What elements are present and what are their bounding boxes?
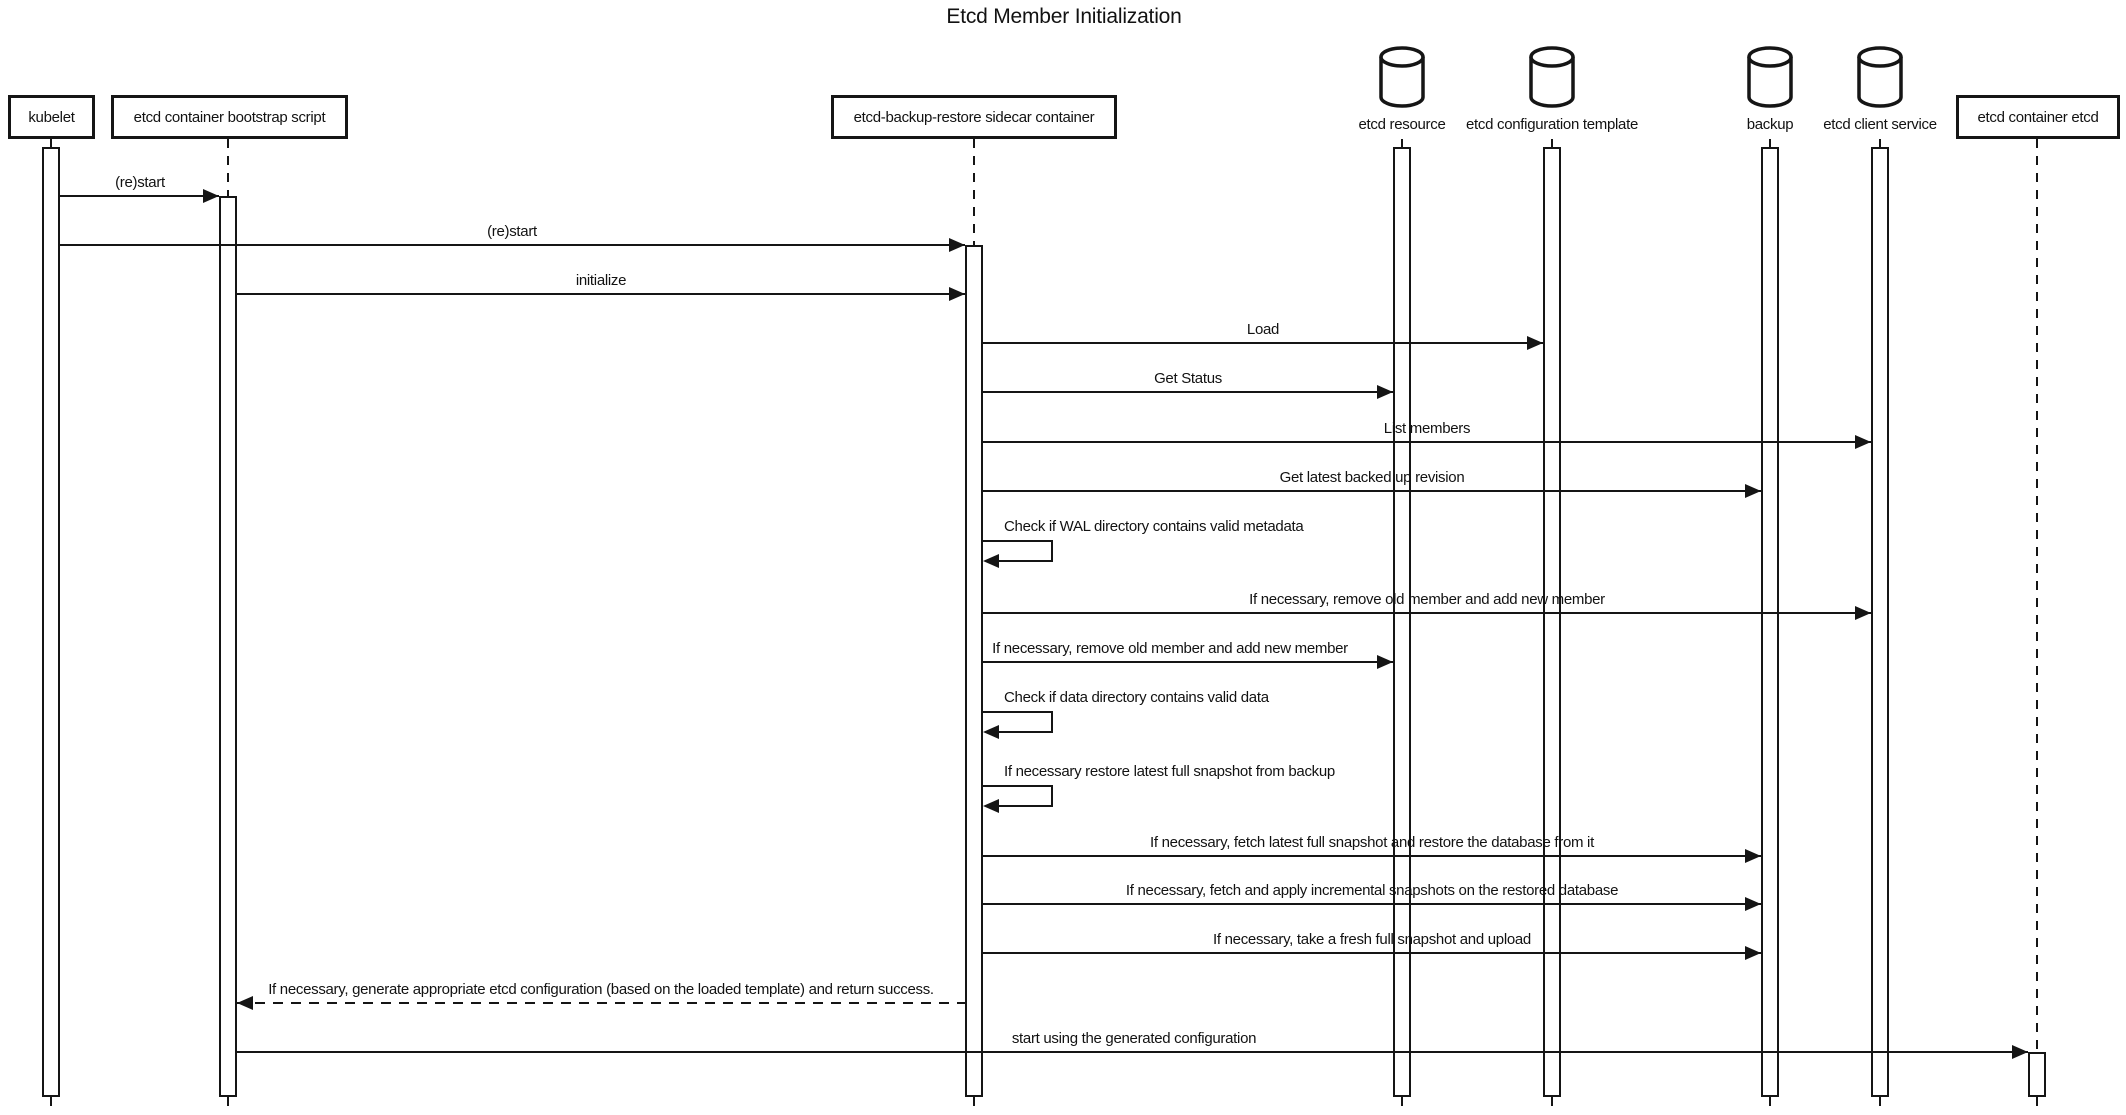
activation-bar-etcd-resource (1393, 147, 1411, 1097)
message-line-11-top (983, 711, 1053, 713)
message-label-1: (re)start (115, 174, 165, 191)
lifeline-etcd-resource-bottom (1401, 1097, 1403, 1113)
message-label-7: Get latest backed up revision (1279, 469, 1465, 486)
message-line-2 (60, 244, 965, 246)
message-label-11: Check if data directory contains valid data (1004, 689, 1269, 706)
message-label-2: (re)start (487, 223, 537, 240)
lifeline-bootstrap-script (227, 139, 229, 196)
lifeline-etcd-container (2036, 139, 2038, 1053)
message-line-15 (983, 952, 1761, 954)
activation-bar-client-service (1871, 147, 1889, 1097)
message-label-13: If necessary, fetch latest full snapshot and restore the database from it (1150, 834, 1594, 851)
message-label-9: If necessary, remove old member and add new member (1249, 591, 1605, 608)
message-line-8-top (983, 540, 1053, 542)
lifeline-etcd-container-bottom (2036, 1097, 2038, 1113)
participant-sidecar (831, 95, 1117, 139)
participant-bootstrap-script-label: etcd container bootstrap script (133, 108, 326, 126)
message-label-12: If necessary restore latest full snapshot from backup (1004, 763, 1335, 780)
participant-bootstrap-script (111, 95, 348, 139)
arrowhead-right-icon (1377, 655, 1393, 669)
message-line-11-side (1051, 711, 1053, 733)
message-line-5 (983, 391, 1393, 393)
message-line-7 (983, 490, 1761, 492)
lifeline-config-template-bottom (1551, 1097, 1553, 1113)
lifeline-sidecar-bottom (973, 1097, 975, 1113)
message-label-3: initialize (575, 272, 627, 289)
database-cylinder-icon (1747, 46, 1793, 108)
arrowhead-right-icon (2012, 1045, 2028, 1059)
message-line-9 (983, 612, 1871, 614)
participant-kubelet-label: kubelet (28, 108, 75, 126)
message-label-10: If necessary, remove old member and add new member (992, 640, 1348, 657)
message-label-5: Get Status (1154, 370, 1222, 387)
participant-sidecar-label: etcd-backup-restore sidecar container (853, 108, 1095, 126)
arrowhead-right-icon (1745, 897, 1761, 911)
participant-client-service-label: etcd client service (1823, 116, 1937, 133)
database-cylinder-icon (1857, 46, 1903, 108)
activation-bar-kubelet (42, 147, 60, 1097)
arrowhead-left-icon (983, 725, 999, 739)
message-label-14: If necessary, fetch and apply incremental snapshots on the restored database (1125, 882, 1619, 899)
lifeline-kubelet-bottom (50, 1097, 52, 1113)
participant-etcd-resource-label: etcd resource (1358, 116, 1446, 133)
message-label-15: If necessary, take a fresh full snapshot and upload (1213, 931, 1531, 948)
lifeline-backup-bottom (1769, 1097, 1771, 1113)
message-label-17: start using the generated configuration (1011, 1030, 1257, 1047)
arrowhead-left-icon (983, 799, 999, 813)
arrowhead-right-icon (1855, 606, 1871, 620)
message-line-12-side (1051, 785, 1053, 807)
activation-bar-etcd-container (2028, 1052, 2046, 1097)
message-line-12-bottom (999, 805, 1053, 807)
message-line-1 (60, 195, 219, 197)
lifeline-backup-stub (1769, 139, 1771, 147)
arrowhead-right-icon (203, 189, 219, 203)
participant-backup-label: backup (1746, 116, 1794, 133)
lifeline-etcd-resource-stub (1401, 139, 1403, 147)
arrowhead-right-icon (949, 287, 965, 301)
lifeline-client-service-bottom (1879, 1097, 1881, 1113)
message-line-12-top (983, 785, 1053, 787)
arrowhead-left-icon (237, 996, 253, 1010)
lifeline-kubelet-stub (50, 139, 52, 147)
message-line-3 (237, 293, 965, 295)
message-line-13 (983, 855, 1761, 857)
arrowhead-right-icon (1745, 946, 1761, 960)
message-label-16: If necessary, generate appropriate etcd configuration (based on the loaded template) and return success. (268, 981, 934, 998)
activation-bar-bootstrap-script (219, 196, 237, 1097)
message-line-10 (983, 661, 1393, 663)
message-label-8: Check if WAL directory contains valid metadata (1004, 518, 1304, 535)
arrowhead-right-icon (1377, 385, 1393, 399)
activation-bar-sidecar (965, 245, 983, 1097)
message-line-17 (237, 1051, 2028, 1053)
message-line-8-bottom (999, 560, 1053, 562)
arrowhead-right-icon (1527, 336, 1543, 350)
arrowhead-right-icon (1855, 435, 1871, 449)
arrowhead-right-icon (949, 238, 965, 252)
database-cylinder-icon (1379, 46, 1425, 108)
lifeline-bootstrap-script-bottom (227, 1097, 229, 1113)
message-line-11-bottom (999, 731, 1053, 733)
message-line-8-side (1051, 540, 1053, 562)
lifeline-sidecar (973, 139, 975, 245)
arrowhead-left-icon (983, 554, 999, 568)
message-label-6: List members (1383, 420, 1471, 437)
database-cylinder-icon (1529, 46, 1575, 108)
activation-bar-backup (1761, 147, 1779, 1097)
participant-etcd-container-label: etcd container etcd (1977, 108, 2099, 126)
lifeline-client-service-stub (1879, 139, 1881, 147)
activation-bar-config-template (1543, 147, 1561, 1097)
diagram-title: Etcd Member Initialization (946, 5, 1182, 28)
message-label-4: Load (1246, 321, 1280, 338)
participant-etcd-container (1956, 95, 2120, 139)
arrowhead-right-icon (1745, 484, 1761, 498)
participant-kubelet (8, 95, 95, 139)
lifeline-config-template-stub (1551, 139, 1553, 147)
message-line-6 (983, 441, 1871, 443)
message-line-14 (983, 903, 1761, 905)
message-line-16 (237, 1002, 965, 1004)
arrowhead-right-icon (1745, 849, 1761, 863)
participant-config-template-label: etcd configuration template (1465, 116, 1639, 133)
message-line-4 (983, 342, 1543, 344)
